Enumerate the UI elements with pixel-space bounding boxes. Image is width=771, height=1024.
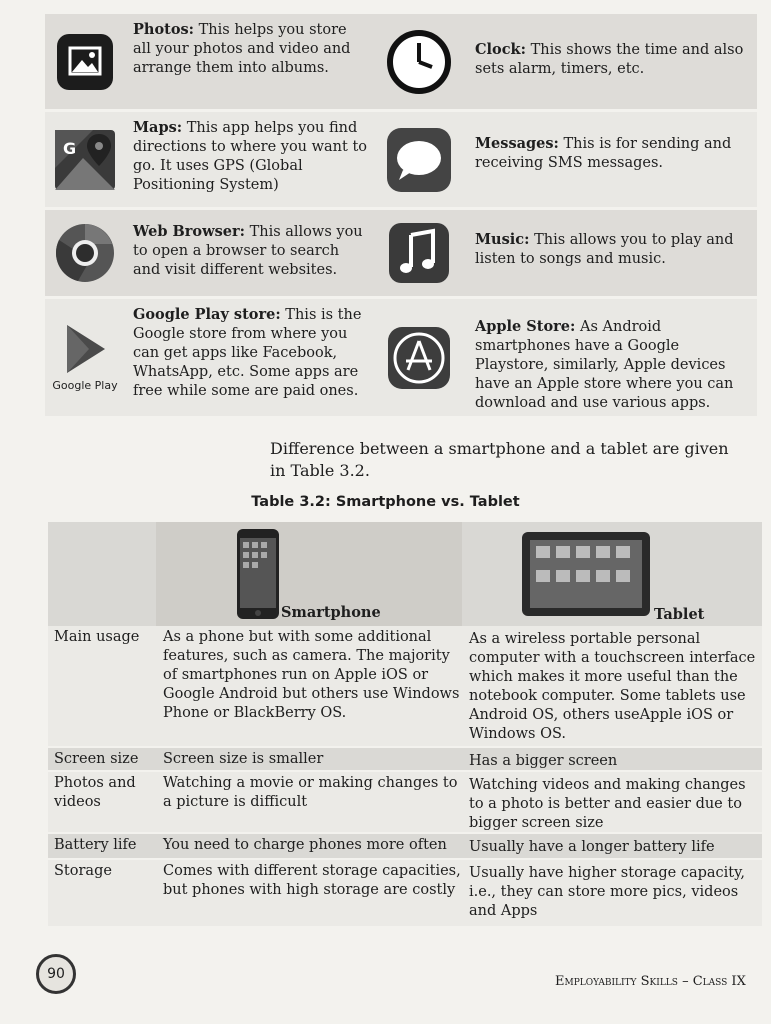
- table-row: Battery life You need to charge phones more often Usually have a longer battery life: [48, 834, 762, 858]
- google-play-icon: [45, 299, 125, 416]
- app-row: [45, 299, 757, 416]
- web-browser-icon: [45, 210, 125, 296]
- app-descriptions-table: [45, 14, 757, 416]
- page-number: 90: [36, 954, 76, 994]
- table-caption: Table 3.2: Smartphone vs. Tablet: [251, 494, 520, 510]
- smartphone-image: [236, 528, 280, 624]
- footer-text: Employability Skills – Class IX: [555, 974, 746, 989]
- intro-paragraph: Difference between a smartphone and a tablet are given in Table 3.2.: [270, 439, 729, 480]
- app-row: [45, 210, 757, 296]
- app-description: Music: This allows you to play and listen to songs and music.: [475, 231, 734, 267]
- music-icon: [371, 210, 467, 296]
- table-header-row: [48, 522, 762, 626]
- app-description: Google Play store: This is the Google store from where you can get apps like Facebook, WhatsApp, etc. Some apps are free while some are paid ones.: [133, 306, 362, 399]
- tablet-header: Tablet: [654, 606, 705, 623]
- clock-icon: [371, 14, 467, 109]
- table-row: Storage Comes with different storage capacities, but phones with high storage are costly Usually have higher storage capacity, i.e., they can store more pics, videos and Apps: [48, 860, 762, 926]
- app-description: Maps: This app helps you find directions to where you want to go. It uses GPS (Global Positioning System): [133, 119, 368, 193]
- table-row: Screen size Screen size is smaller Has a bigger screen: [48, 748, 762, 770]
- messages-icon: [371, 112, 467, 207]
- photos-icon: [45, 14, 125, 109]
- comparison-table: [48, 522, 762, 926]
- google-play-label: Google Play: [52, 379, 118, 392]
- app-description: Photos: This helps you store all your photos and video and arrange them into albums.: [133, 21, 351, 76]
- table-row: Photos and videos Watching a movie or making changes to a picture is difficult Watching videos and making changes to a photo is better and easier due to bigger screen size: [48, 772, 762, 832]
- apple-store-icon: [371, 299, 467, 416]
- app-description: Web Browser: This allows you to open a browser to search and visit different websites.: [133, 223, 363, 278]
- app-description: Clock: This shows the time and also sets alarm, timers, etc.: [475, 41, 744, 77]
- table-row: Main usage As a phone but with some additional features, such as camera. The majority of smartphones run on Apple iOS or Google Android but others use Windows Phone or BlackBerry OS. As a wireless portable personal computer with a touchscreen interface which makes it more useful than the notebook computer. Some tablets use Android OS, others useApple iOS or Windows OS.: [48, 626, 762, 746]
- app-description: Apple Store: As Android smartphones have a Google Playstore, similarly, Apple devices have an Apple store where you can download and use various apps.: [475, 318, 734, 411]
- app-row: [45, 112, 757, 207]
- maps-icon: [45, 112, 125, 207]
- app-description: Messages: This is for sending and receiving SMS messages.: [475, 135, 732, 171]
- smartphone-header: Smartphone: [281, 604, 381, 621]
- app-row: [45, 14, 757, 109]
- svg-text:G: G: [63, 138, 77, 158]
- tablet-image: [520, 530, 652, 622]
